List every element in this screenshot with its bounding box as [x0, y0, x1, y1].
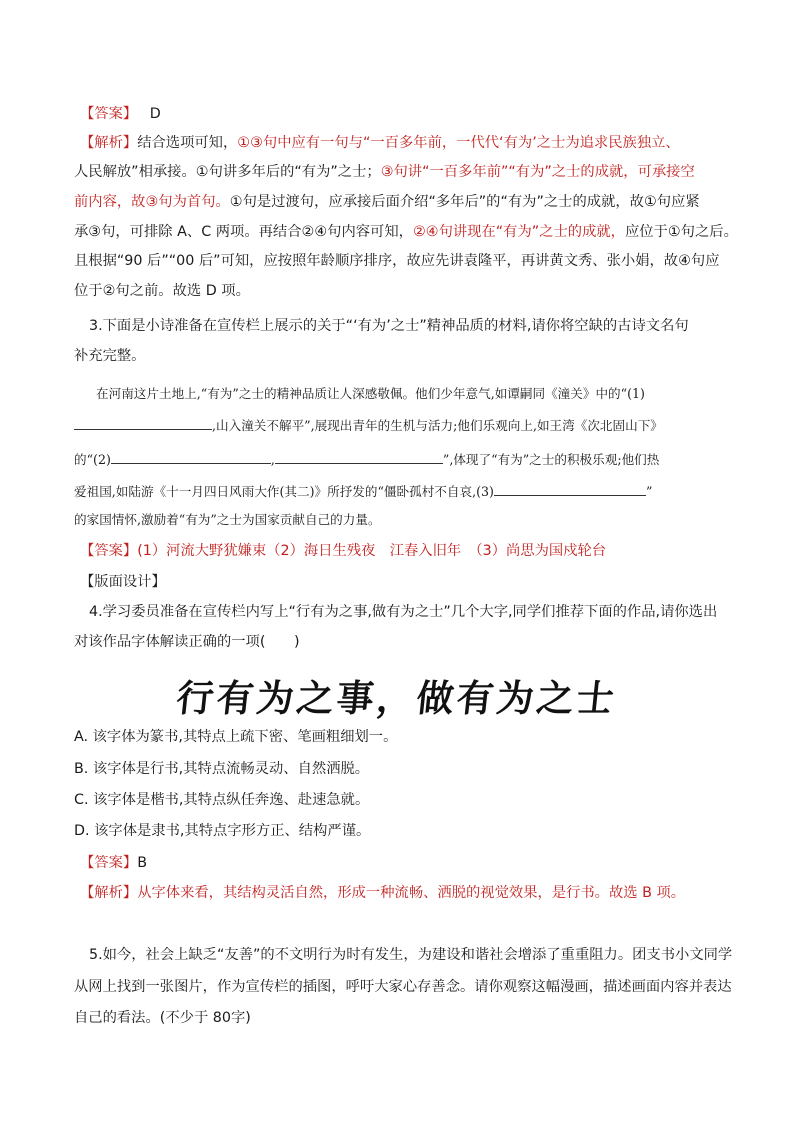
q2-analysis-line-1: [80, 133, 680, 153]
q2-analysis-line-3: [74, 192, 700, 212]
analysis-text: 结合选项可知，: [137, 135, 238, 151]
q2-analysis-line-5: 且根据“90 后”“00 后”可知，应按照年龄顺序排序，故应先讲袁隆平，再讲黄文秀、张小娟，故④句应: [74, 253, 720, 269]
analysis-text-highlight: ②④句讲现在“有为”之士的成就，: [412, 224, 625, 240]
calligraphy-image: 行有为之事，做有为之士: [174, 676, 619, 720]
analysis-text: ①句讲多年后的“有为”之士；: [195, 164, 381, 180]
fill-blank-2a[interactable]: [111, 448, 271, 464]
q5-stem-line-3: 自己的看法。(不少于 80字): [74, 1010, 251, 1026]
analysis-text-highlight: ③句讲“一百多年前”“有为”之士的成就，可承接空: [380, 164, 695, 180]
section-title: 【版面设计】: [80, 574, 166, 590]
q5-stem-line-1: 5.如今，社会上缺乏“友善”的不文明行为时有发生，为建设和谐社会增添了重重阻力。团支书小文同学: [89, 947, 733, 963]
analysis-text-highlight: 前内容，故③句为首句。: [74, 194, 230, 210]
q4-option-d[interactable]: D. 该字体是隶书,其特点字形方正、结构严谨。: [74, 823, 371, 839]
passage-text: ”,体现了“有为”之士的积极乐观;他们热: [442, 452, 660, 467]
analysis-tag: 【解析】: [80, 885, 138, 901]
passage-text: ,山入潼关不解平”,展现出青年的生机与活力;他们乐观向上,如王湾《次北固山下》: [212, 418, 663, 433]
q2-analysis-line-6: 位于②句之前。故选 D 项。: [74, 283, 250, 299]
answer-tag: 【答案】: [80, 106, 138, 122]
analysis-text: ①句是过渡句，应承接后面介绍“多年后”的“有为”之士的成就，故①句应紧: [229, 194, 700, 210]
analysis-text: 人民解放”相承接。: [74, 164, 196, 180]
answer-value: B: [137, 855, 147, 871]
analysis-text-highlight: 从字体来看，其结构灵活自然，形成一种流畅、洒脱的视觉效果，是行书。故选 B 项。: [137, 885, 686, 901]
q3-passage-line-5: 的家国情怀,激励着“有为”之士为国家贡献自己的力量。: [74, 512, 381, 527]
answer-value: D: [149, 106, 161, 122]
q2-answer: [80, 104, 161, 124]
answer-tag: 【答案】: [80, 543, 138, 559]
answer-tag: 【答案】: [80, 855, 138, 871]
q3-stem-line-1: 3.下面是小诗准备在宣传栏上展示的关于“‘有为’之士”精神品质的材料,请你将空缺的古诗文名句: [89, 318, 689, 334]
analysis-tag: 【解析】: [80, 135, 138, 151]
q4-option-b[interactable]: B. 该字体是行书,其特点流畅灵动、自然洒脱。: [74, 761, 370, 777]
q3-answer: [80, 541, 606, 561]
q3-passage-line-2: [74, 414, 663, 436]
q3-passage-line-4: [74, 480, 652, 502]
q4-option-a[interactable]: A. 该字体为篆书,其特点上疏下密、笔画粗细划一。: [74, 729, 398, 745]
q2-analysis-line-2: [74, 162, 695, 182]
passage-text: 爱祖国,如陆游《十一月四日风雨大作(其二)》所抒发的“僵卧孤村不自哀,(3): [74, 484, 494, 499]
analysis-text: 应位于①句之后。: [624, 224, 738, 240]
q4-stem-line-1: 4.学习委员准备在宣传栏内写上“行有为之事,做有为之士”几个大字,同学们推荐下面的作品,请你选出: [89, 604, 718, 620]
q2-analysis-line-4: [74, 222, 738, 242]
fill-blank-3[interactable]: [494, 480, 646, 496]
analysis-text: 承③句，可排除 A、C 两项。再结合②④句内容可知，: [74, 224, 413, 240]
q3-passage-line-3: [74, 448, 659, 470]
fill-blank-2b[interactable]: [275, 448, 443, 464]
q4-answer: [80, 853, 147, 873]
answer-text: (1）河流大野犹嫌束（2）海日生残夜 江春入旧年 （3）尚思为国戍轮台: [137, 543, 607, 559]
q4-stem-line-2: 对该作品字体解读正确的一项( ): [74, 634, 300, 650]
fill-blank-1[interactable]: [74, 414, 212, 430]
q3-passage-line-1: 在河南这片土地上,“有为”之士的精神品质让人深感敬佩。他们少年意气,如谭嗣同《潼关》中的“(1): [96, 386, 645, 401]
passage-text: ,: [270, 452, 275, 467]
q5-stem-line-2: 从网上找到一张图片，作为宣传栏的插图，呼吁大家心存善念。请你观察这幅漫画，描述画面内容并表达: [74, 979, 732, 995]
passage-text: 的“(2): [74, 452, 111, 467]
q3-stem-line-2: 补充完整。: [74, 348, 146, 364]
analysis-text-highlight: ①③句中应有一句与“一百多年前，一代代‘有为’之士为追求民族独立、: [237, 135, 680, 151]
q4-option-c[interactable]: C. 该字体是楷书,其特点纵任奔逸、赴速急就。: [74, 792, 370, 808]
passage-text: ”: [645, 484, 653, 499]
q4-analysis: [80, 883, 685, 903]
